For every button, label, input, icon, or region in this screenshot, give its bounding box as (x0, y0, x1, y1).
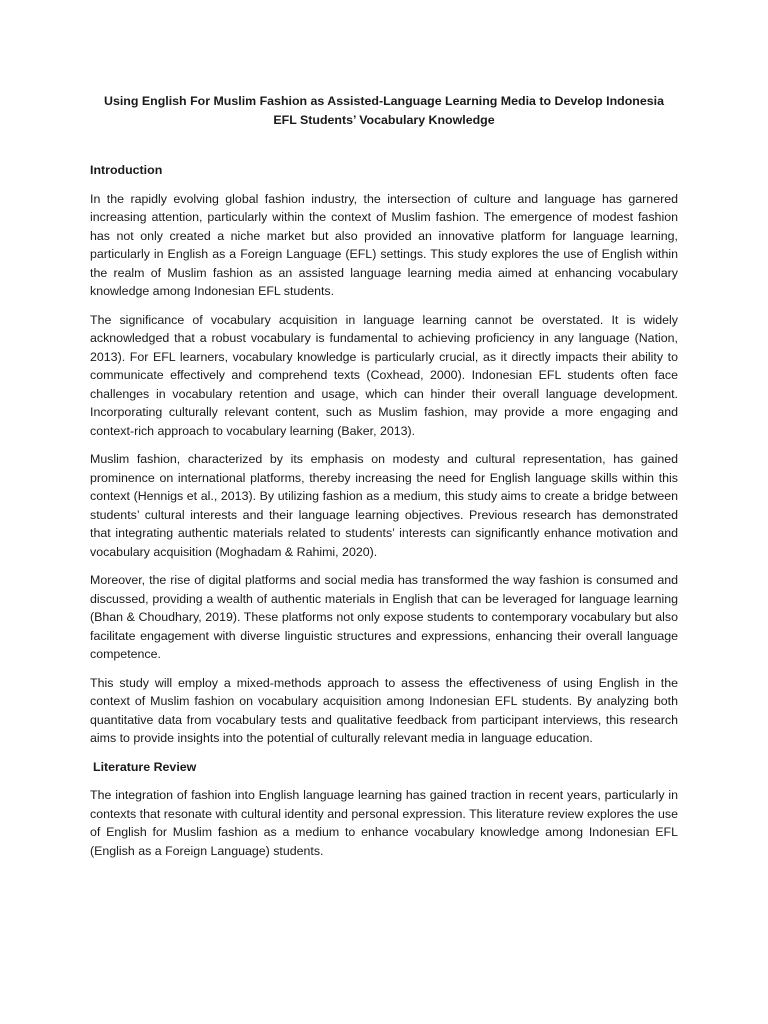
paragraph: In the rapidly evolving global fashion industry, the intersection of culture and language has garnered increasing attention, particularly within the context of Muslim fashion. The emergence of modest fashion has not only created a niche market but also provided an innovative platform for language learning, particularly in English as a Foreign Language (EFL) settings. This study explores the use of English within the realm of Muslim fashion as an assisted language learning media aimed at enhancing vocabulary knowledge among Indonesian EFL students. (90, 191, 678, 298)
paragraph: Moreover, the rise of digital platforms and social media has transformed the way fashion is consumed and discussed, providing a wealth of authentic materials in English that can be leveraged for language learning (Bhan & Choudhary, 2019). These platforms not only expose students to contemporary vocabulary but also facilitate engagement with diverse linguistic structures and expressions, enhancing their overall language competence. (90, 573, 678, 661)
document-title: Using English For Muslim Fashion as Assisted-Language Learning Media to Develop Indonesia EFL Students’ Vocabulary Knowledge (104, 94, 664, 127)
section-heading-introduction: Introduction (90, 163, 163, 177)
section-literature-review (90, 758, 678, 861)
section-heading-literature-review: Literature Review (93, 759, 197, 774)
paragraph: The significance of vocabulary acquisition in language learning cannot be overstated. It is widely acknowledged that a robust vocabulary is fundamental to achieving proficiency in any language (Nation, 2013). For EFL learners, vocabulary knowledge is particularly crucial, as it directly impacts their ability to communicate effectively and comprehend texts (Coxhead, 2000). Indonesian EFL students often face challenges in vocabulary retention and usage, which can hinder their overall language development. Incorporating culturally relevant content, such as Muslim fashion, may provide a more engaging and context-rich approach to vocabulary learning (Baker, 2013). (90, 312, 678, 438)
paragraph: The integration of fashion into English language learning has gained traction in recent years, particularly in contexts that resonate with cultural identity and personal expression. This literature review explores the use of English for Muslim fashion as a medium to enhance vocabulary knowledge among Indonesian EFL (English as a Foreign Language) students. (90, 788, 678, 858)
section-introduction (90, 161, 678, 748)
paragraph: This study will employ a mixed-methods approach to assess the effectiveness of using English in the context of Muslim fashion on vocabulary acquisition among Indonesian EFL students. By analyzing both quantitative data from vocabulary tests and qualitative feedback from participant interviews, this research aims to provide insights into the potential of culturally relevant media in language education. (90, 675, 678, 745)
paragraph: Muslim fashion, characterized by its emphasis on modesty and cultural representation, has gained prominence on international platforms, thereby increasing the need for English language skills within this context (Hennigs et al., 2013). By utilizing fashion as a medium, this study aims to create a bridge between students’ cultural interests and their language learning objectives. Previous research has demonstrated that integrating authentic materials related to students’ interests can significantly enhance motivation and vocabulary acquisition (Moghadam & Rahimi, 2020). (90, 452, 678, 559)
